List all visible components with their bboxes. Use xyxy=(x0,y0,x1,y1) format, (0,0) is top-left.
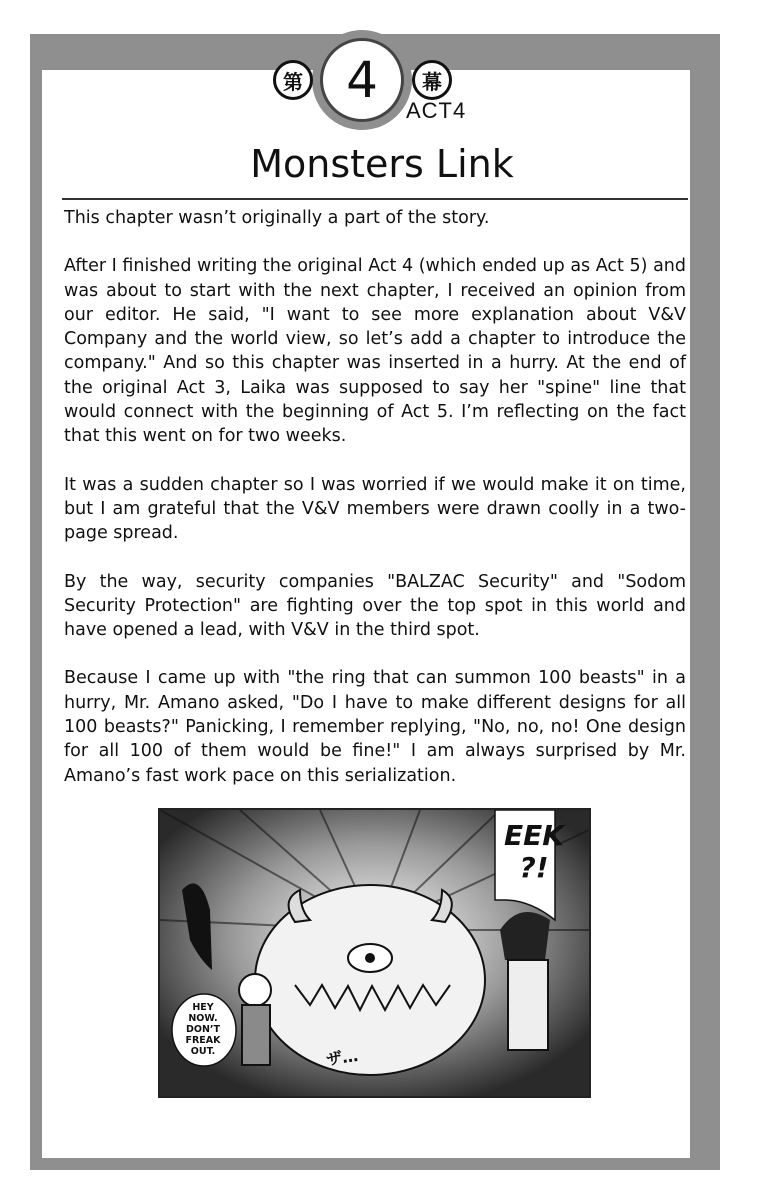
paragraph-3: It was a sudden chapter so I was worried if we would make it on time, but I am grateful that the V&V members were drawn coolly in a two-page spread. xyxy=(64,474,686,544)
paragraph-2: After I finished writing the original Act 4 (which ended up as Act 5) and was about to start with the next chapter, I received an opinion from our editor. He said, "I want to see more explanation about V&V Company and the world view, so let’s add a chapter to introduce the company." And so this chapter was inserted in a hurry. At the end of the original Act 3, Laika was supposed to say her "spine" line that would connect with the beginning of Act 5. I’m reflecting on the fact that this went on for two weeks. xyxy=(64,256,686,447)
chapter-title: Monsters Link xyxy=(250,142,514,186)
kanji-dai-badge: 第 xyxy=(273,60,313,100)
paragraph-5: Because I came up with "the ring that can summon 100 beasts" in a hurry, Mr. Amano asked, "Do I have to make different designs for all 100 beasts?" Panicking, I remember replying, "No, no, no! One design for all 100 of them would be fine!" I am always surprised by Mr. Amano’s fast work pace on this serialization. xyxy=(64,668,686,786)
act-number-badge: 4 xyxy=(320,38,404,122)
act-label: ACT4 xyxy=(406,98,467,123)
paragraph-1: This chapter wasn’t originally a part of the story. xyxy=(64,208,490,228)
paragraph-4: By the way, security companies "BALZAC Security" and "Sodom Security Protection" are fighting over the top spot in this world and have opened a lead, with V&V in the third spot. xyxy=(64,571,686,641)
kanji-maku-badge: 幕 xyxy=(412,60,452,100)
afterword-text xyxy=(64,206,686,812)
hey-now-bubble-text: HEY NOW. DON’T FREAK OUT. xyxy=(185,1002,221,1057)
title-divider xyxy=(62,198,688,200)
eek-text: EEK ?! xyxy=(504,819,564,884)
sound-effect: ザ… xyxy=(324,1045,360,1070)
eek-exclamation xyxy=(504,820,564,884)
